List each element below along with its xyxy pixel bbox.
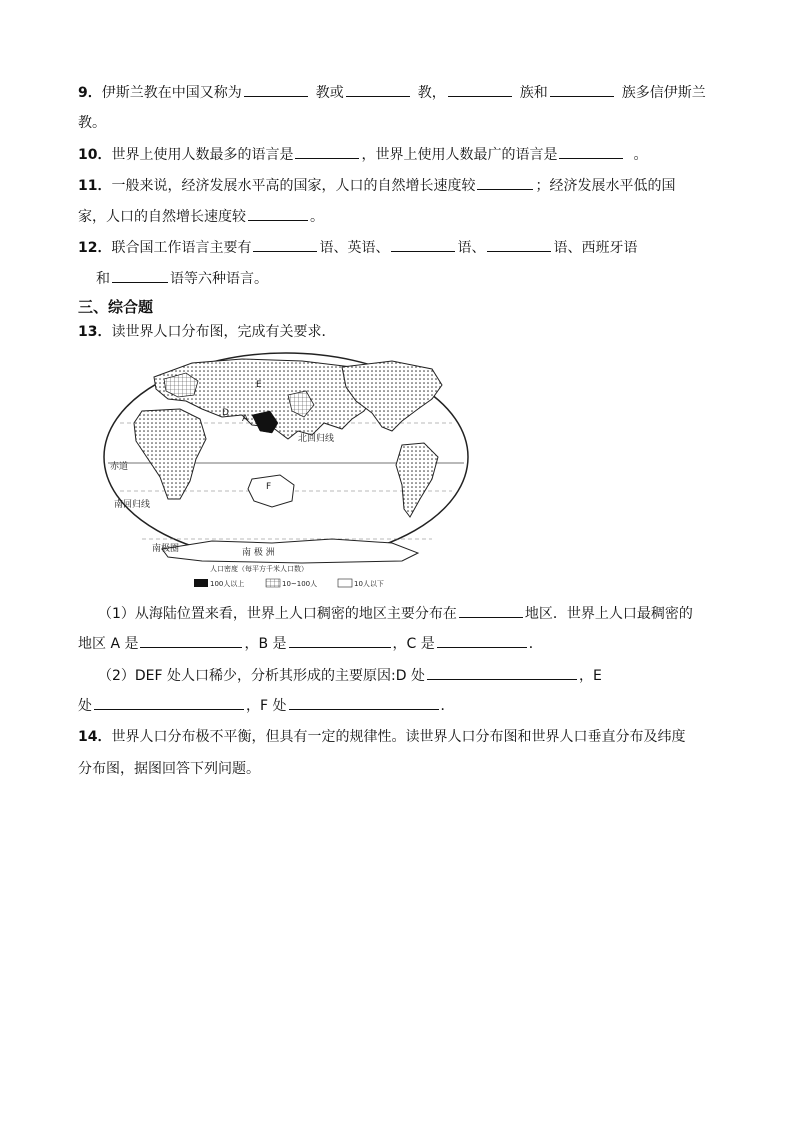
answer-blank[interactable] [140,633,242,648]
question-number: 11． [78,178,112,194]
legend-swatch-medium [266,579,280,587]
question-text: 一般来说，经济发展水平高的国家，人口的自然增长速度较 [111,178,476,194]
label-antarctic-circle: 南极圈 [152,544,180,554]
question-text: 语、西班牙语 [553,240,638,256]
label-equator: 赤道 [110,462,129,472]
answer-blank[interactable] [459,603,523,618]
question-text: 地区．世界上人口最稠密的 [524,606,693,622]
question-text: ，C 是 [392,636,435,652]
answer-blank[interactable] [448,82,512,97]
answer-blank[interactable] [391,237,455,252]
question-9-line-2 [78,113,106,133]
legend-item-sparse: 10人以下 [354,580,384,588]
answer-blank[interactable] [437,633,527,648]
answer-blank[interactable] [253,237,317,252]
legend-swatch-sparse [338,579,352,587]
question-number: 10． [78,147,112,163]
question-text: （2）DEF 处人口稀少，分析其形成的主要原因:D 处 [98,668,425,684]
section-heading: 三、综合题 [78,298,154,316]
legend-item-medium: 10~100人 [282,580,318,588]
answer-blank[interactable] [244,82,308,97]
question-text: ，B 是 [244,636,287,652]
question-text: 语、英语、 [319,240,390,256]
label-tropic-south: 南回归线 [114,500,151,510]
answer-blank[interactable] [295,144,359,159]
world-population-map [102,349,472,593]
question-13-part-2-line-2 [78,695,455,716]
antarctica-landmass [162,539,418,563]
label-A: A [242,414,249,424]
question-number: 13． [78,324,112,340]
question-text: 处 [78,698,92,714]
question-text: ，E [578,668,602,684]
question-text: 教， [417,85,446,101]
question-text: （1）从海陆位置来看，世界上人口稠密的地区主要分布在 [98,606,457,622]
question-text: 地区 A 是 [78,636,139,652]
answer-blank[interactable] [550,82,614,97]
label-D: D [222,408,229,418]
question-number: 14． [78,729,112,745]
question-text: 教或 [315,85,344,101]
question-text: 家，人口的自然增长速度较 [78,209,246,225]
question-text: ． [440,698,455,714]
answer-blank[interactable] [487,237,551,252]
question-text: ；经济发展水平低的国 [535,178,676,194]
answer-blank[interactable] [94,695,244,710]
answer-blank[interactable] [346,82,410,97]
answer-blank[interactable] [289,695,439,710]
question-text: 分布图，据图回答下列问题。 [78,761,260,777]
question-text: 族和 [519,85,548,101]
answer-blank[interactable] [477,175,533,190]
question-text: 语等六种语言。 [170,271,268,287]
question-text: 教。 [78,115,106,131]
label-antarctica: 南 极 洲 [242,548,275,558]
question-text: 伊斯兰教在中国又称为 [101,85,242,101]
answer-blank[interactable] [289,633,391,648]
question-text: 。 [310,209,324,225]
label-E: E [256,380,262,390]
question-text: ，F 处 [246,698,287,714]
question-text: 世界上使用人数最多的语言是 [111,147,294,163]
answer-blank[interactable] [112,268,168,283]
question-number: 9． [78,85,102,101]
question-12-line-2 [96,268,268,289]
question-14-line-1 [78,727,685,747]
question-number: 12． [78,240,112,256]
map-svg [102,349,472,593]
question-text: 族多信伊斯兰 [621,85,706,101]
question-text: 和 [96,271,110,287]
question-text: 联合国工作语言主要有 [111,240,252,256]
question-13-title [78,322,335,342]
legend-item-dense: 100人以上 [210,580,245,588]
legend-title: 人口密度（每平方千米人口数） [210,565,308,573]
label-F: F [266,482,272,492]
question-13-part-1-line-2 [78,633,543,654]
question-14-line-2 [78,759,260,779]
legend-swatch-dense [194,579,208,587]
question-12-line-1 [78,237,637,258]
question-text: 。 [633,147,648,163]
question-text: ，世界上使用人数最广的语言是 [361,147,558,163]
question-13-part-2-line-1 [98,665,602,686]
question-10 [78,144,647,165]
question-text: 语、 [457,240,486,256]
answer-blank[interactable] [559,144,623,159]
question-13-part-1-line-1 [98,603,693,624]
question-text: 世界人口分布极不平衡，但具有一定的规律性。读世界人口分布图和世界人口垂直分布及纬度 [111,729,686,745]
question-text: 读世界人口分布图，完成有关要求． [111,324,336,340]
label-tropic-north: 北回归线 [298,434,335,444]
question-11-line-2 [78,206,324,227]
question-9-line-1 [78,82,706,103]
question-11-line-1 [78,175,675,196]
question-text: ． [528,636,543,652]
answer-blank[interactable] [248,206,308,221]
answer-blank[interactable] [427,665,577,680]
